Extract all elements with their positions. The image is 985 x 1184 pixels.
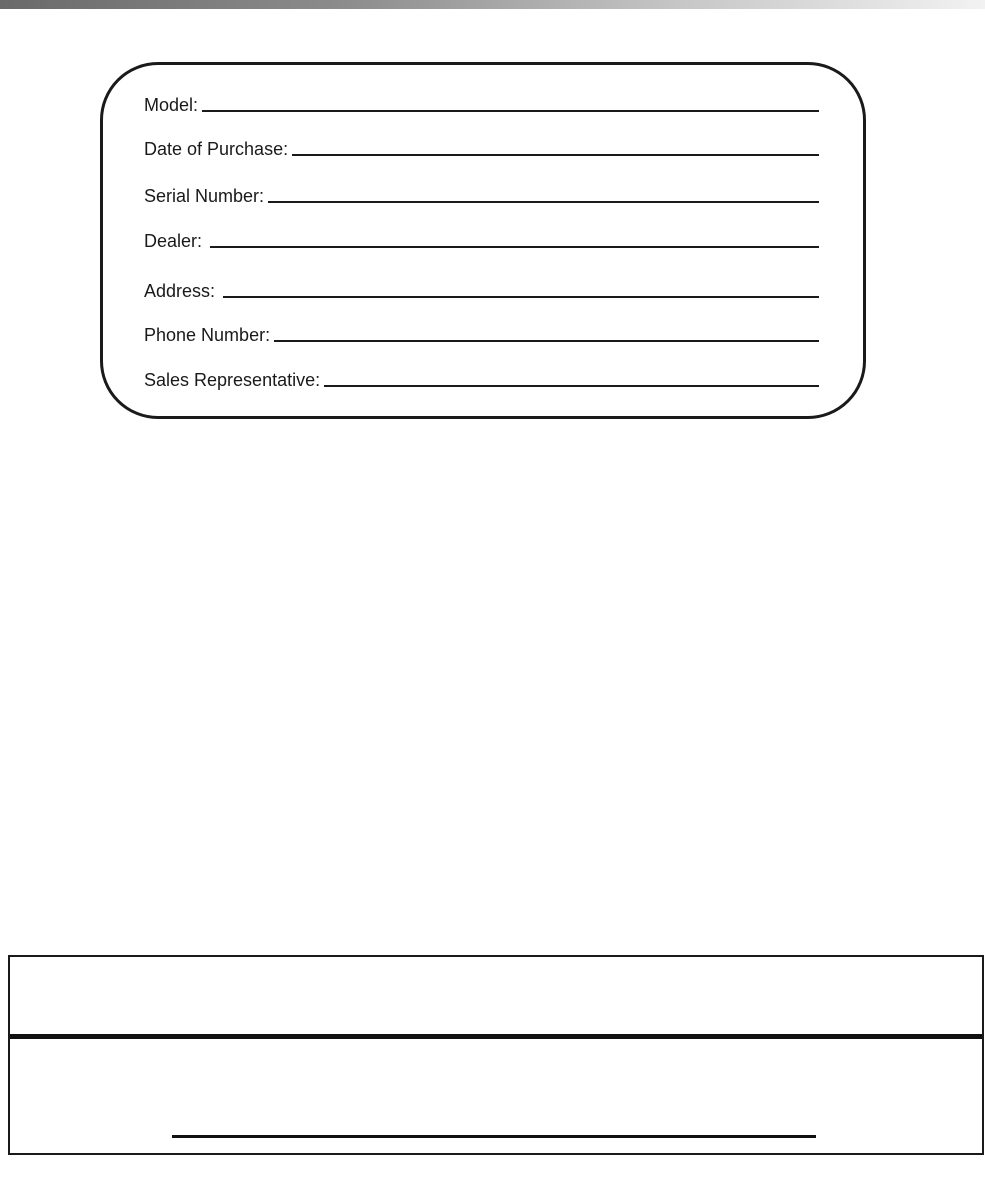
model-label: Model: [144,95,199,115]
bottom-box-divider [10,1034,982,1039]
address-label: Address: [144,281,216,301]
signature-line[interactable] [172,1135,816,1138]
dealer-field [144,231,819,251]
model-blank-line[interactable] [202,110,819,112]
address-field [144,281,819,301]
serial-number-field [144,186,819,206]
serial-number-blank-line[interactable] [268,201,819,203]
phone-number-field [144,325,819,345]
date-of-purchase-field [144,139,819,159]
sales-representative-label: Sales Representative: [144,370,321,390]
date-of-purchase-blank-line[interactable] [292,154,819,156]
dealer-label: Dealer: [144,231,203,251]
sales-representative-blank-line[interactable] [324,385,819,387]
bottom-form-box [8,955,984,1155]
purchase-record-card [100,62,866,419]
date-of-purchase-label: Date of Purchase: [144,139,289,159]
address-blank-line[interactable] [223,296,819,298]
sales-representative-field [144,370,819,390]
model-field [144,95,819,115]
serial-number-label: Serial Number: [144,186,265,206]
header-gradient-bar [0,0,985,9]
phone-number-blank-line[interactable] [274,340,819,342]
dealer-blank-line[interactable] [210,246,819,248]
phone-number-label: Phone Number: [144,325,271,345]
